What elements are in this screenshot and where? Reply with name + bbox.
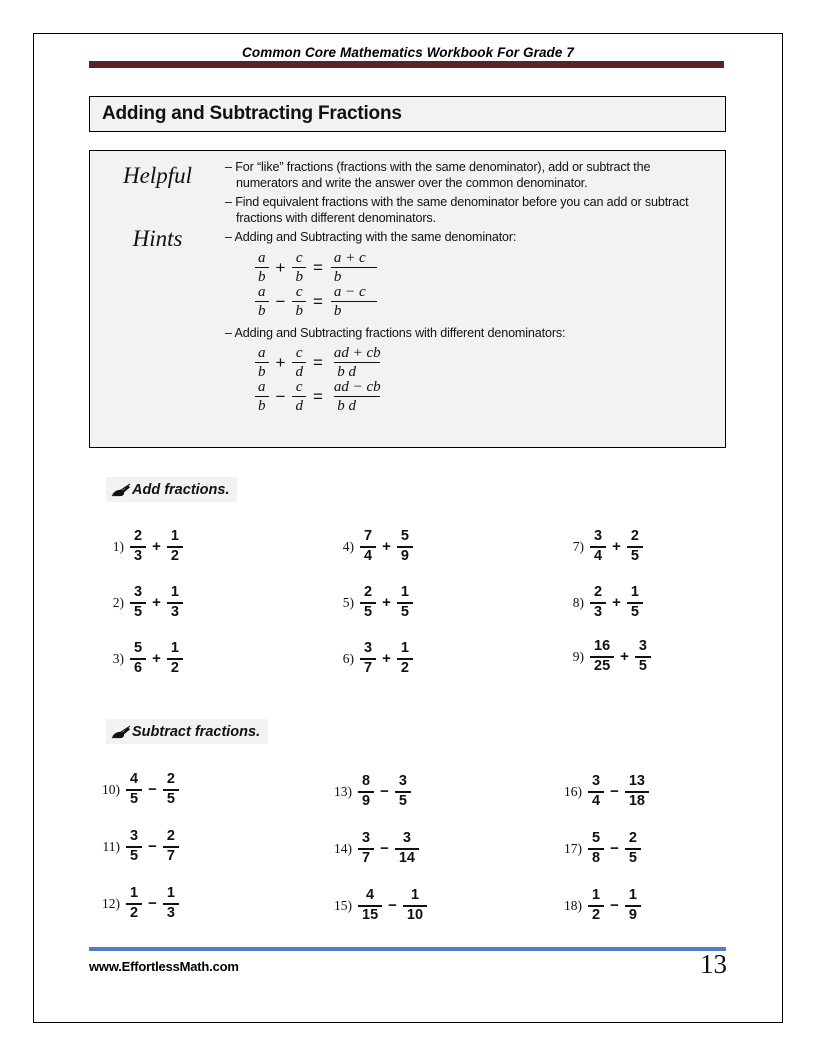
numerator: a — [258, 344, 266, 361]
fraction-right — [627, 529, 643, 564]
fraction-right — [167, 529, 183, 564]
fraction-right — [627, 585, 643, 620]
fraction-left — [360, 529, 376, 564]
fraction-right — [163, 886, 179, 921]
problem-number: 3) — [112, 650, 124, 666]
numerator: 13 — [628, 773, 645, 789]
denominator: 5 — [126, 789, 142, 808]
problem-number: 1) — [112, 538, 124, 554]
footer-rule-bar — [89, 947, 726, 951]
equals-sign: = — [312, 291, 323, 311]
numerator: 7 — [364, 528, 373, 544]
equals-sign: = — [312, 386, 323, 406]
fraction-left — [130, 529, 146, 564]
denominator: 15 — [358, 905, 382, 924]
numerator: 1 — [170, 640, 179, 656]
denominator: b — [255, 362, 269, 380]
numerator: ad + cb — [333, 344, 381, 361]
denominator: 2 — [397, 658, 413, 677]
hint-bullet: – Adding and Subtracting with the same denominator: — [225, 230, 517, 245]
problem-expression — [588, 831, 641, 866]
fraction-right — [163, 829, 179, 864]
problem-item — [562, 831, 641, 866]
section-header-add — [106, 477, 237, 502]
denominator: b — [331, 267, 377, 285]
problem-number: 17) — [564, 840, 582, 856]
section-header-subtract — [106, 719, 268, 744]
problem-number: 4) — [342, 538, 354, 554]
problem-number: 14) — [334, 840, 352, 856]
fraction-left — [255, 346, 269, 380]
denominator: 4 — [590, 546, 606, 565]
operator: + — [275, 352, 286, 372]
numerator: a — [258, 283, 266, 300]
fraction-left — [358, 831, 374, 866]
denominator: 25 — [590, 656, 614, 675]
operator: − — [388, 897, 397, 915]
denominator: b — [255, 301, 269, 319]
fraction-left — [255, 251, 269, 285]
numerator: 1 — [400, 584, 409, 600]
numerator: c — [295, 344, 303, 361]
operator: + — [612, 594, 621, 612]
fraction-result — [331, 346, 384, 380]
denominator: 9 — [625, 905, 641, 924]
numerator: 16 — [594, 638, 611, 654]
numerator: 5 — [134, 640, 143, 656]
numerator: 1 — [592, 887, 601, 903]
fraction-right — [403, 888, 427, 923]
denominator: 8 — [588, 848, 604, 867]
fraction-right — [292, 346, 306, 380]
fraction-left — [360, 585, 376, 620]
equals-sign: = — [312, 257, 323, 277]
denominator: d — [292, 396, 306, 414]
section-label: Add fractions. — [132, 481, 230, 498]
problem-item — [564, 639, 651, 674]
problem-item — [104, 529, 183, 564]
problem-item — [100, 886, 179, 921]
fraction-left — [126, 772, 142, 807]
denominator: 5 — [397, 602, 413, 621]
numerator: 3 — [638, 638, 647, 654]
operator: − — [148, 838, 157, 856]
numerator: 1 — [400, 640, 409, 656]
hint-bullet: – Find equivalent fractions with the same denominator before you can add or subtract fractions with different denominators. — [225, 195, 689, 226]
problem-expression — [358, 888, 427, 923]
problem-item — [334, 641, 413, 676]
fraction-result — [331, 251, 377, 285]
formula-group-same-denominator — [255, 251, 715, 319]
operator: − — [275, 291, 286, 311]
numerator: 1 — [410, 887, 420, 903]
section-label: Subtract fractions. — [132, 723, 261, 740]
denominator: 4 — [360, 546, 376, 565]
fraction-left — [588, 888, 604, 923]
denominator: b — [331, 301, 377, 319]
fraction-right — [625, 774, 649, 809]
problem-item — [562, 888, 641, 923]
helpful-hints-box — [89, 150, 726, 448]
hint-bullet: – For “like” fractions (fractions with the same denominator), add or subtract the numerators and write the answer over the common denominator. — [225, 160, 651, 191]
numerator: 4 — [366, 887, 375, 903]
problem-expression — [360, 529, 413, 564]
fraction-right — [397, 585, 413, 620]
fraction-left — [126, 829, 142, 864]
problem-expression — [358, 774, 411, 809]
equals-sign: = — [312, 352, 323, 372]
denominator: 7 — [360, 658, 376, 677]
fraction-left — [130, 585, 146, 620]
problem-expression — [358, 831, 419, 866]
operator: + — [152, 594, 161, 612]
fraction-left — [588, 831, 604, 866]
denominator: 5 — [130, 602, 146, 621]
fraction-right — [292, 380, 306, 414]
operator: − — [275, 386, 286, 406]
formula-row — [255, 285, 715, 319]
operator: + — [382, 650, 391, 668]
operator: + — [152, 650, 161, 668]
denominator: 14 — [395, 848, 419, 867]
denominator: 9 — [358, 791, 374, 810]
numerator: a — [258, 249, 266, 266]
numerator: 5 — [400, 528, 409, 544]
fraction-left — [130, 641, 146, 676]
fraction-left — [590, 585, 606, 620]
problem-item — [334, 529, 413, 564]
denominator: 4 — [588, 791, 604, 810]
fraction-right — [292, 251, 306, 285]
numerator: a — [258, 378, 266, 395]
running-title: Common Core Mathematics Workbook For Grade 7 — [242, 45, 574, 60]
numerator: 3 — [364, 640, 373, 656]
problem-expression — [130, 529, 183, 564]
numerator: 3 — [592, 773, 601, 789]
fraction-right — [163, 772, 179, 807]
denominator: 7 — [358, 848, 374, 867]
numerator: 1 — [166, 885, 175, 901]
denominator: 3 — [163, 903, 179, 922]
operator: − — [610, 783, 619, 801]
numerator: 3 — [130, 828, 139, 844]
problem-item — [104, 641, 183, 676]
problem-number: 11) — [102, 838, 120, 854]
formula-row — [255, 346, 715, 380]
fraction-right — [397, 529, 413, 564]
problem-item — [332, 831, 419, 866]
denominator: b — [255, 396, 269, 414]
formula-group-different-denominator — [255, 346, 715, 414]
operator: + — [382, 538, 391, 556]
problem-expression — [590, 639, 651, 674]
numerator: c — [295, 249, 303, 266]
page-frame — [33, 33, 783, 1023]
problem-item — [562, 774, 649, 809]
problem-item — [334, 585, 413, 620]
fraction-result — [331, 285, 377, 319]
pen-icon — [111, 482, 131, 498]
hints-label-line1: Helpful — [123, 163, 192, 188]
numerator: 1 — [170, 584, 179, 600]
denominator: 2 — [588, 905, 604, 924]
problem-expression — [126, 886, 179, 921]
problem-expression — [590, 585, 643, 620]
denominator: b d — [334, 362, 380, 380]
fraction-right — [292, 285, 306, 319]
operator: + — [382, 594, 391, 612]
footer-website[interactable]: www.EffortlessMath.com — [89, 959, 239, 974]
denominator: b — [292, 301, 306, 319]
numerator: c — [295, 283, 303, 300]
numerator: 2 — [594, 584, 603, 600]
numerator: c — [295, 378, 303, 395]
fraction-left — [360, 641, 376, 676]
numerator: 3 — [362, 830, 371, 846]
problem-item — [564, 529, 643, 564]
problem-number: 9) — [572, 648, 584, 664]
problem-number: 15) — [334, 897, 352, 913]
problem-item — [332, 774, 411, 809]
formula-row — [255, 251, 715, 285]
problem-item — [100, 829, 179, 864]
denominator: 5 — [627, 602, 643, 621]
problem-item — [104, 585, 183, 620]
denominator: 3 — [130, 546, 146, 565]
denominator: 3 — [590, 602, 606, 621]
problem-number: 7) — [572, 538, 584, 554]
problem-number: 18) — [564, 897, 582, 913]
numerator: 3 — [594, 528, 603, 544]
problem-expression — [126, 772, 179, 807]
numerator: 1 — [130, 885, 139, 901]
denominator: 2 — [167, 546, 183, 565]
problem-expression — [360, 641, 413, 676]
hints-label — [90, 151, 225, 447]
denominator: 9 — [397, 546, 413, 565]
fraction-right — [635, 639, 651, 674]
numerator: 2 — [628, 830, 637, 846]
denominator: 5 — [360, 602, 376, 621]
fraction-left — [255, 285, 269, 319]
numerator: 3 — [402, 830, 411, 846]
fraction-result — [331, 380, 384, 414]
fraction-right — [397, 641, 413, 676]
problem-item — [332, 888, 427, 923]
denominator: b — [255, 267, 269, 285]
problem-number: 10) — [102, 781, 120, 797]
denominator: 5 — [395, 791, 411, 810]
formula-row — [255, 380, 715, 414]
problem-number: 13) — [334, 783, 352, 799]
numerator: a − c — [333, 283, 366, 300]
document-header — [34, 44, 782, 62]
operator: − — [148, 895, 157, 913]
problem-expression — [588, 774, 649, 809]
problem-number: 2) — [112, 594, 124, 610]
denominator: 10 — [403, 905, 427, 924]
fraction-left — [358, 774, 374, 809]
denominator: 3 — [167, 602, 183, 621]
hints-label-line2: Hints — [132, 226, 183, 251]
hint-bullet: – Adding and Subtracting fractions with different denominators: — [225, 325, 566, 340]
problem-number: 5) — [342, 594, 354, 610]
denominator: 5 — [627, 546, 643, 565]
page-number: 13 — [700, 949, 727, 979]
problem-expression — [130, 585, 183, 620]
numerator: ad − cb — [333, 378, 381, 395]
denominator: b — [292, 267, 306, 285]
hints-body — [225, 151, 725, 447]
numerator: 1 — [630, 584, 639, 600]
fraction-left — [255, 380, 269, 414]
fraction-left — [358, 888, 382, 923]
operator: − — [610, 840, 619, 858]
problem-number: 8) — [572, 594, 584, 610]
operator: − — [610, 897, 619, 915]
operator: + — [275, 257, 286, 277]
numerator: a + c — [333, 249, 366, 266]
problem-expression — [360, 585, 413, 620]
numerator: 1 — [170, 528, 179, 544]
fraction-left — [126, 886, 142, 921]
numerator: 8 — [362, 773, 371, 789]
operator: + — [152, 538, 161, 556]
denominator: 7 — [163, 846, 179, 865]
numerator: 2 — [630, 528, 639, 544]
fraction-right — [625, 831, 641, 866]
numerator: 2 — [166, 771, 175, 787]
pen-icon — [111, 724, 131, 740]
operator: − — [380, 783, 389, 801]
problem-number: 16) — [564, 783, 582, 799]
denominator: 2 — [167, 658, 183, 677]
problem-number: 12) — [102, 895, 120, 911]
worksheet-title-box — [89, 96, 726, 132]
numerator: 1 — [628, 887, 637, 903]
numerator: 2 — [166, 828, 175, 844]
operator: − — [148, 781, 157, 799]
denominator: d — [292, 362, 306, 380]
fraction-right — [395, 831, 419, 866]
fraction-left — [588, 774, 604, 809]
fraction-right — [167, 585, 183, 620]
denominator: 5 — [163, 789, 179, 808]
operator: + — [620, 648, 629, 666]
problem-expression — [130, 641, 183, 676]
denominator: 2 — [126, 903, 142, 922]
denominator: 18 — [625, 791, 649, 810]
fraction-left — [590, 529, 606, 564]
problem-item — [564, 585, 643, 620]
denominator: 5 — [126, 846, 142, 865]
numerator: 3 — [398, 773, 407, 789]
fraction-right — [395, 774, 411, 809]
page-title: Adding and Subtracting Fractions — [102, 103, 402, 124]
problem-item — [100, 772, 179, 807]
fraction-right — [625, 888, 641, 923]
header-rule-bar — [89, 61, 724, 68]
problem-expression — [590, 529, 643, 564]
denominator: b d — [334, 396, 380, 414]
problem-expression — [588, 888, 641, 923]
problem-expression — [126, 829, 179, 864]
fraction-left — [590, 639, 614, 674]
denominator: 5 — [625, 848, 641, 867]
numerator: 2 — [134, 528, 143, 544]
numerator: 3 — [134, 584, 143, 600]
numerator: 2 — [364, 584, 373, 600]
numerator: 4 — [130, 771, 139, 787]
numerator: 5 — [592, 830, 601, 846]
denominator: 5 — [635, 656, 651, 675]
problem-number: 6) — [342, 650, 354, 666]
operator: − — [380, 840, 389, 858]
fraction-right — [167, 641, 183, 676]
denominator: 6 — [130, 658, 146, 677]
operator: + — [612, 538, 621, 556]
